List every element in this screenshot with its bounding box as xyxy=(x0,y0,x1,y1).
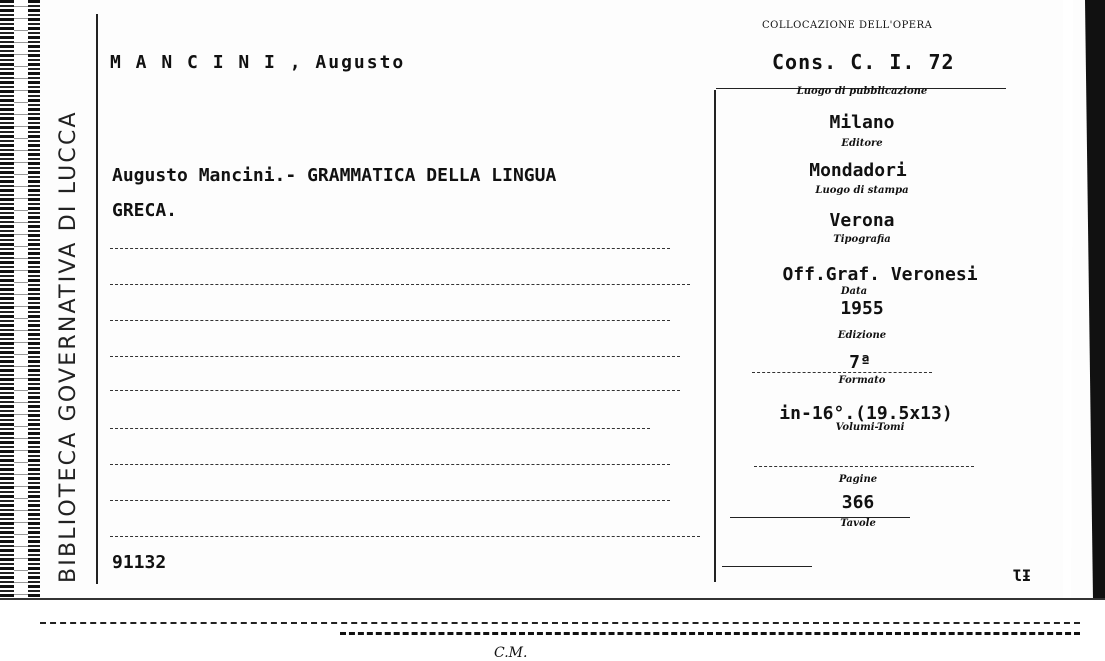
ruled-line xyxy=(110,390,680,391)
author-heading: M A N C I N I , Augusto xyxy=(110,52,406,73)
field-value: Off.Graf. Veronesi xyxy=(782,264,978,285)
institution-name: BIBLIOTECA GOVERNATIVA DI LUCCA xyxy=(56,110,81,583)
field-value: 1955 xyxy=(840,298,884,319)
field-label: Luogo di pubblicazione xyxy=(796,86,928,97)
corner-mark: ƖƗ xyxy=(1012,566,1032,585)
ruled-line xyxy=(110,428,650,429)
scan-binding-edge xyxy=(0,0,40,659)
scan-right-edge xyxy=(1063,0,1105,600)
left-margin-rule xyxy=(96,14,98,584)
ruled-line xyxy=(110,500,670,501)
field-label: Tavole xyxy=(840,518,876,529)
ruled-line xyxy=(110,248,670,249)
collocation-divider xyxy=(714,90,716,582)
panel-rule xyxy=(730,517,910,518)
ruled-line xyxy=(110,464,670,465)
field-value: in-16°.(19.5x13) xyxy=(779,403,953,424)
field-label: Tipografia xyxy=(833,234,891,245)
field-label: Formato xyxy=(838,375,886,386)
shelfmark: Cons. C. I. 72 xyxy=(772,50,955,74)
ruled-line xyxy=(110,320,670,321)
field-value: 7ª xyxy=(849,352,871,373)
field-label: Volumi-Tomi xyxy=(835,422,905,433)
bottom-note: C.M. xyxy=(494,645,528,661)
field-label: Editore xyxy=(841,138,883,149)
panel-rule xyxy=(722,566,812,567)
ruled-line xyxy=(110,536,700,537)
field-value: 366 xyxy=(841,492,875,513)
ruled-line xyxy=(110,284,690,285)
field-value: Milano xyxy=(829,112,895,133)
field-label: Edizione xyxy=(837,330,887,341)
collocation-label: COLLOCAZIONE DELL'OPERA xyxy=(762,20,933,31)
title-line: GRECA. xyxy=(112,200,178,221)
inventory-number: 91132 xyxy=(112,552,167,573)
title-entry xyxy=(112,158,692,228)
scan-bottom-edge xyxy=(0,598,1105,661)
field-label: Luogo di stampa xyxy=(815,185,909,196)
ruled-line xyxy=(110,356,680,357)
field-label: Pagine xyxy=(838,474,878,485)
panel-rule xyxy=(752,372,932,373)
field-value: Mondadori xyxy=(809,160,907,181)
panel-rule xyxy=(754,466,974,467)
field-value: Verona xyxy=(829,210,895,231)
field-label: Data xyxy=(840,286,868,297)
title-line: Augusto Mancini.- GRAMMATICA DELLA LINGUA xyxy=(112,165,557,186)
